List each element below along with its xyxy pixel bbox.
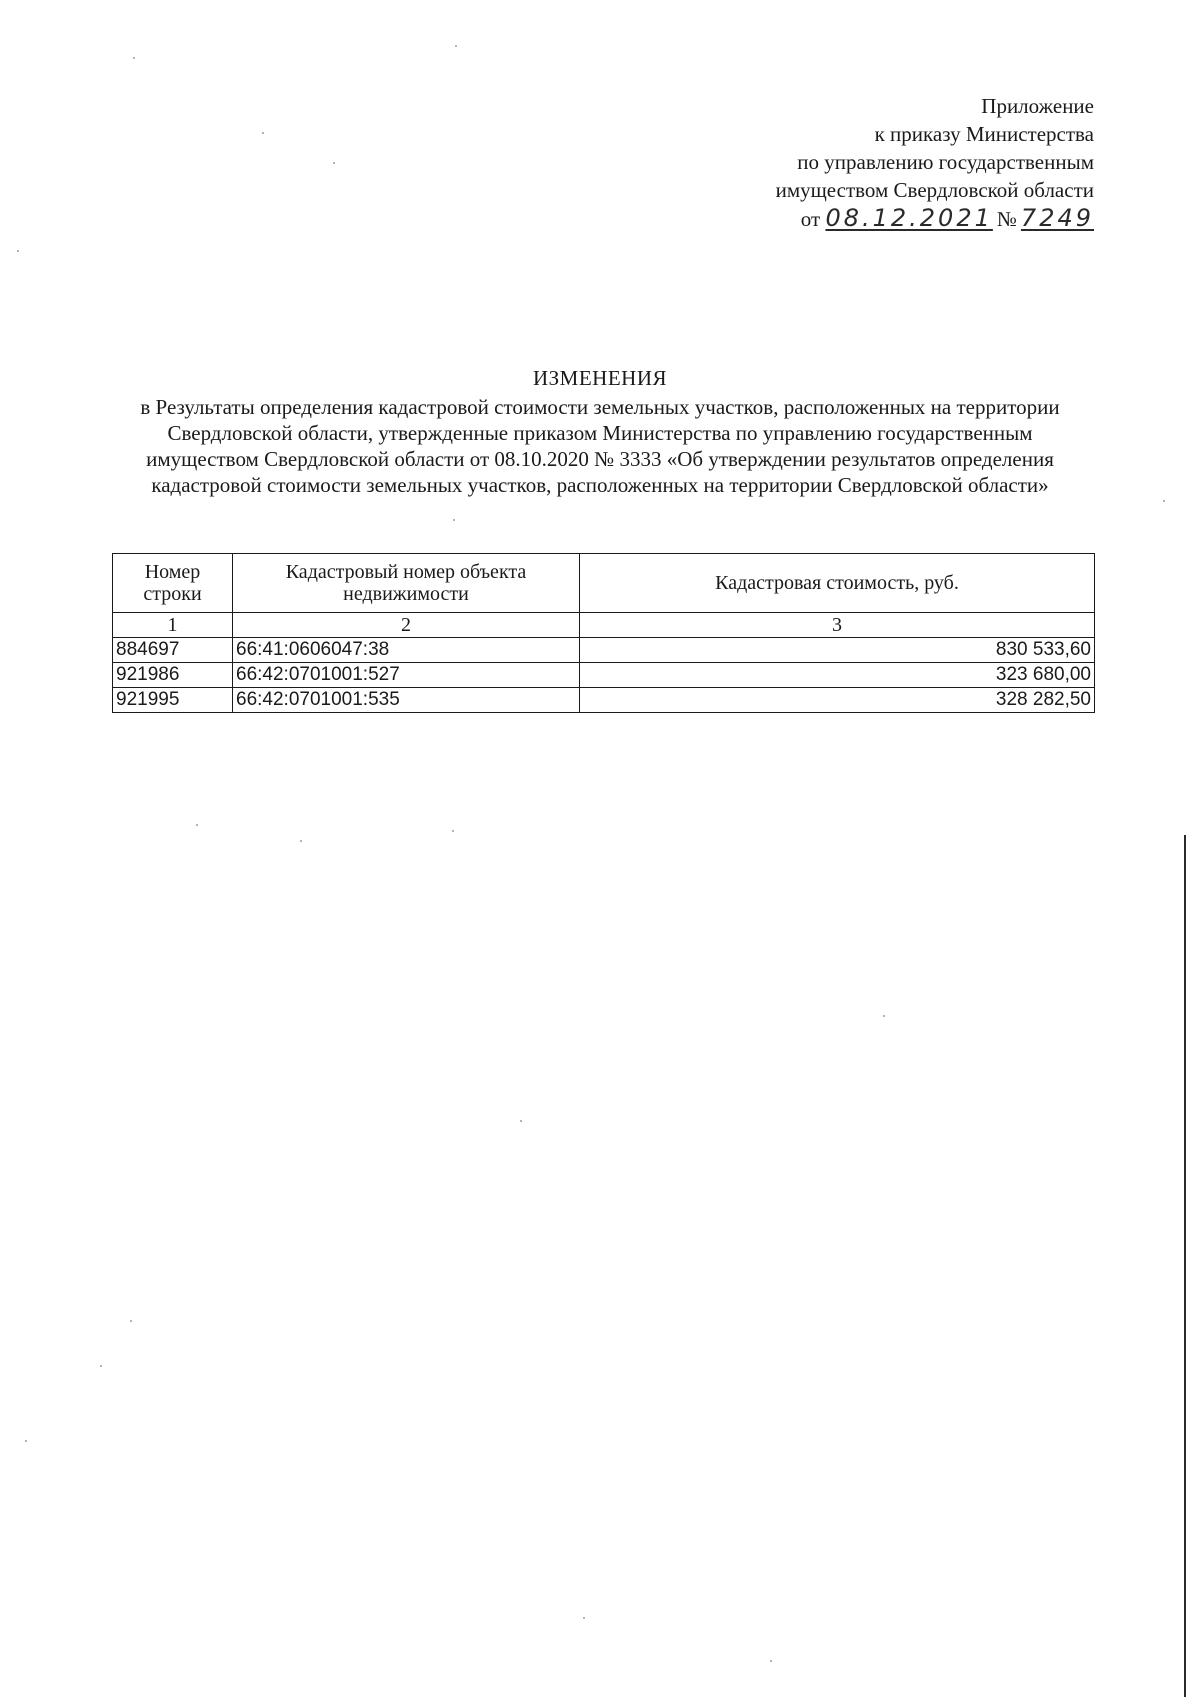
scan-edge-line xyxy=(1184,835,1186,1697)
column-number-2: 2 xyxy=(233,613,580,638)
number-sign: № xyxy=(996,207,1017,231)
scan-speck xyxy=(100,1365,102,1367)
scan-speck xyxy=(455,45,457,47)
cadastral-value-cell: 830 533,60 xyxy=(580,638,1095,663)
scan-speck xyxy=(1163,500,1165,502)
cadastral-value-cell: 328 282,50 xyxy=(580,688,1095,713)
scan-speck xyxy=(770,1660,772,1662)
scan-speck xyxy=(520,1120,522,1122)
cadastral-value-cell: 323 680,00 xyxy=(580,663,1095,688)
table-row xyxy=(113,688,1095,713)
scan-speck xyxy=(262,132,264,134)
appendix-line-2: к приказу Министерства xyxy=(874,122,1094,146)
order-date-line xyxy=(776,204,1094,233)
cadastral-number-cell: 66:42:0701001:527 xyxy=(233,663,580,688)
table-header-row xyxy=(113,554,1095,613)
title-line-1: в Результаты определения кадастровой стоимости земельных участков, расположенных на территории xyxy=(140,395,1060,419)
appendix-line-1: Приложение xyxy=(981,94,1094,118)
cadastral-value-table xyxy=(112,553,1095,713)
scan-speck xyxy=(25,1440,27,1442)
table-row xyxy=(113,663,1095,688)
scan-speck xyxy=(452,830,454,832)
scan-speck xyxy=(883,1015,885,1017)
appendix-line-3: по управлению государственным xyxy=(797,150,1094,174)
row-number-cell: 921995 xyxy=(113,688,233,713)
handwritten-date: 08.12.2021 xyxy=(825,204,993,232)
header-cadastral-number: Кадастровый номер объекта недвижимости xyxy=(233,554,580,613)
header-cadastral-value: Кадастровая стоимость, руб. xyxy=(580,554,1095,613)
column-number-3: 3 xyxy=(580,613,1095,638)
scan-speck xyxy=(17,250,19,252)
cadastral-number-cell: 66:42:0701001:535 xyxy=(233,688,580,713)
table-row xyxy=(113,638,1095,663)
header-row-number: Номер строки xyxy=(113,554,233,613)
scan-speck xyxy=(333,162,335,164)
appendix-line-4: имуществом Свердловской области xyxy=(775,178,1094,202)
cadastral-number-cell: 66:41:0606047:38 xyxy=(233,638,580,663)
date-prefix: от xyxy=(800,207,821,231)
appendix-header xyxy=(776,92,1094,233)
handwritten-order-number: 7249 xyxy=(1020,204,1094,232)
title-line-2: Свердловской области, утвержденные приказом Министерства по управлению государственным xyxy=(167,421,1033,445)
row-number-cell: 884697 xyxy=(113,638,233,663)
title-heading: ИЗМЕНЕНИЯ xyxy=(532,366,668,390)
scan-speck xyxy=(300,840,302,842)
document-title xyxy=(100,365,1100,498)
scan-speck xyxy=(133,57,135,59)
row-number-cell: 921986 xyxy=(113,663,233,688)
column-number-row xyxy=(113,613,1095,638)
title-line-4: кадастровой стоимости земельных участков, расположенных на территории Свердловской области» xyxy=(151,473,1049,497)
column-number-1: 1 xyxy=(113,613,233,638)
scan-speck xyxy=(583,1617,585,1619)
scan-speck xyxy=(453,519,455,521)
scan-speck xyxy=(196,824,198,826)
title-line-3: имуществом Свердловской области от 08.10.2020 № 3333 «Об утверждении результатов определения xyxy=(146,447,1054,471)
scan-speck xyxy=(130,1320,132,1322)
